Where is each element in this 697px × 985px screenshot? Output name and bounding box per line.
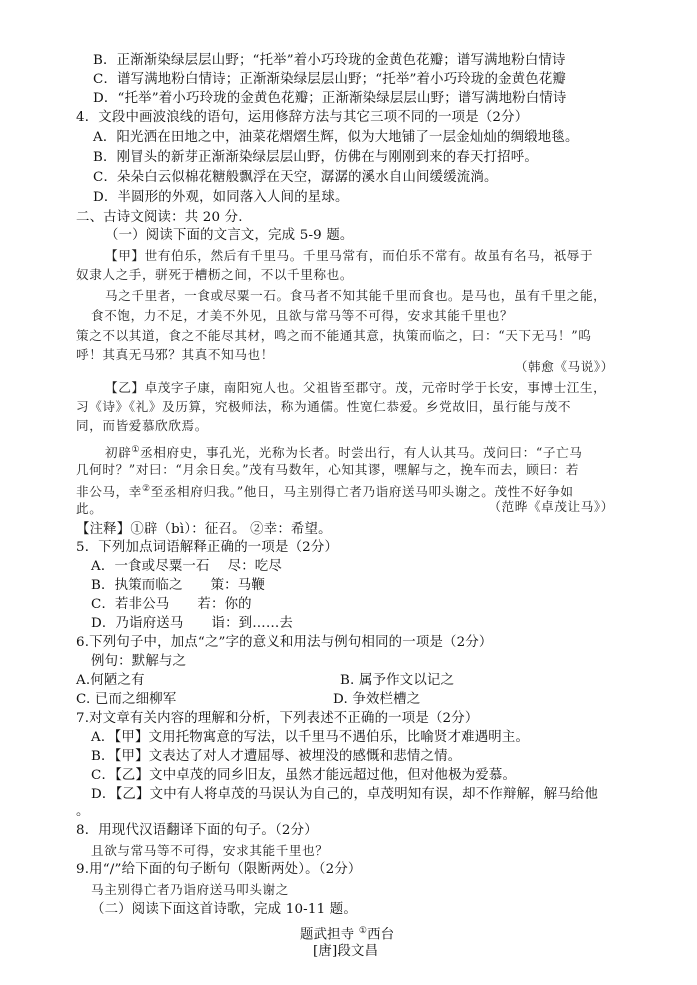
part1-title: （一）阅读下面的文言文，完成 5-9 题。 [105,228,354,243]
q5-option-b [91,576,265,595]
note-text-1: 辟（bì）：征召。 [143,522,246,537]
yi-line-7: 此。 [76,501,103,516]
q6-example: 例句：默解与之 [91,654,187,669]
yi-line-6b: 至丞相府归我。”他日，马主别得亡者乃诣府送马叩头谢之。茂性不好争如 [150,484,574,500]
q7-tail: 。 [76,804,90,819]
q5-c-gloss: 若：你的 [197,597,252,612]
q5-b-phrase: B．执策而临之 [91,578,183,593]
q4-stem-text: 4．文段中画波浪线的语句，运用修辞方法与其它三项不同的一项是（2分） [76,110,529,125]
poem-title-a: 题武担寺 [300,927,355,943]
q4-option-a: A．阳光洒在田地之中，油菜花熠熠生辉，似为大地铺了一层金灿灿的绸缎地毯。 [93,130,579,145]
q5-option-d [91,614,293,633]
q7-option-b: B．【甲】文表达了对人才遭屈辱、被埋没的感慨和悲情之情。 [91,749,462,764]
q9-sentence: 马主别得亡者乃诣府送马叩头谢之 [91,882,289,897]
yi-line-3: 同，而皆爱慕欣欣焉。 [76,418,208,433]
q5-option-c [91,595,252,614]
jia-line-6: 呼！其真无马邪？其真不知马也！ [76,347,274,362]
yi-line-5: 几何时？”对曰：“月余日矣。”茂有马数年，心知其谬，嘿解与之，挽车而去，顾曰：若 [76,462,579,477]
note-circle-2: ② [250,522,264,537]
q5-option-a [91,557,282,576]
q3-option-c: C．谱写满地粉白情诗；正渐渐染绿层层山野；“托举”着小巧玲珑的金黄色花瓣 [93,72,567,87]
q5-stem: 5．下列加点词语解释正确的一项是（2分） [76,540,339,555]
yi-line-4 [105,441,583,462]
q3-option-b: B．正渐渐染绿层层山野；“托举”着小巧玲珑的金黄色花瓣；谱写满地粉白情诗 [93,53,566,68]
part2-title: （二）阅读下面这首诗歌，完成 10-11 题。 [91,902,357,917]
q9-stem: 9.用“/”给下面的句子断句（限断两处）。（2分） [76,862,362,877]
yi-source: （范晔《卓茂让马》） [488,499,614,514]
q5-a-phrase: A．一食或尽粟一石 [91,559,210,574]
jia-line-1: 【甲】世有伯乐，然后有千里马。千里马常有，而伯乐不常有。故虽有名马，祇辱于 [105,248,594,263]
jia-line-4: 食不饱，力不足，才美不外见，且欲与常马等不可得，安求其能千里也？ [91,308,514,323]
q4-option-d: D．半圆形的外观，如同落入人间的星球。 [93,190,349,205]
yi-line-6a: 非公马，幸 [76,484,142,500]
yi-line-1: 【乙】卓茂字子康，南阳宛人也。父祖皆至郡守。茂，元帝时学于长安，事博士江生， [105,380,607,395]
note-marker-2: ② [141,484,151,494]
note-circle-1: ① [130,522,144,537]
poem-author: [唐]段文昌 [313,944,379,959]
q4-stem [76,108,528,127]
note-label: 【注释】 [76,522,131,537]
note-text-2: 幸：希望。 [263,522,332,537]
note [76,520,332,539]
note-marker-1: ① [131,445,141,455]
yi-line-4a: 初辟 [105,445,132,461]
poem-note-marker: ① [358,926,368,936]
jia-line-2: 奴隶人之手，骈死于槽枥之间，不以千里称也。 [76,267,354,282]
q4-option-b: B．刚冒头的新芽正渐渐染绿层层山野，仿佛在与刚刚到来的春天打招呼。 [93,150,538,165]
q5-b-gloss: 策：马鞭 [210,578,265,593]
poem-title-b: 西台 [367,927,395,943]
jia-line-5: 策之不以其道，食之不能尽其材，鸣之而不能通其意，执策而临之，曰：“天下无马！”呜 [76,328,592,343]
q7-stem: 7.对文章有关内容的理解和分析，下列表述不正确的一项是（2分） [76,711,479,726]
q7-option-a: A．【甲】文用托物寓意的写法，以千里马不遇伯乐，比喻贤才难遇明主。 [91,730,530,745]
jia-line-3: 马之千里者，一食或尽粟一石。食马者不知其能千里而食也。是马也，虽有千里之能， [105,288,607,303]
yi-line-2: 习《诗》《礼》及历算，究极师法，称为通儒。性宽仁恭爱。乡党故旧，虽行能与茂不 [76,399,572,414]
q5-d-gloss: 诣：到……去 [211,616,294,631]
q6-option-d: D. 争效栏槽之 [333,692,421,707]
section2-title: 二、古诗文阅读：共 20 分. [76,210,243,225]
q7-option-c: C．【乙】文中卓茂的同乡旧友，虽然才能远超过他，但对他极为爱慕。 [91,768,517,783]
jia-source: （韩愈《马说》） [514,359,614,374]
q6-option-a: A.何陋之有 [76,673,145,688]
q5-a-gloss: 尽：吃尽 [227,559,282,574]
q7-option-d: D．【乙】文中有人将卓茂的马误认为自己的，卓茂明知有误，却不作辩解，解马给他 [91,787,599,802]
q5-c-phrase: C．若非公马 [91,597,170,612]
q8-sentence: 且欲与常马等不可得，安求其能千里也？ [91,843,329,858]
q6-stem: 6.下列句子中，加点“之”字的意义和用法与例句相同的一项是（2分） [76,635,493,650]
q5-d-phrase: D．乃诣府送马 [91,616,184,631]
q3-option-d: D．“托举”着小巧玲珑的金黄色花瓣；正渐渐染绿层层山野；谱写满地粉白情诗 [93,91,567,106]
q6-option-b: B. 属予作文以记之 [340,673,455,688]
q4-option-c: C．朵朵白云似棉花糖般飘浮在天空，潺潺的溪水自山间缓缓流淌。 [93,170,498,185]
yi-line-4b: 丞相府史，事孔光，光称为长者。时尝出行，有人认其马。茂问曰：“子亡马 [140,445,583,461]
q6-option-c: C. 已而之细柳军 [76,692,177,707]
q8-stem: 8．用现代汉语翻译下面的句子。（2分） [76,823,318,838]
